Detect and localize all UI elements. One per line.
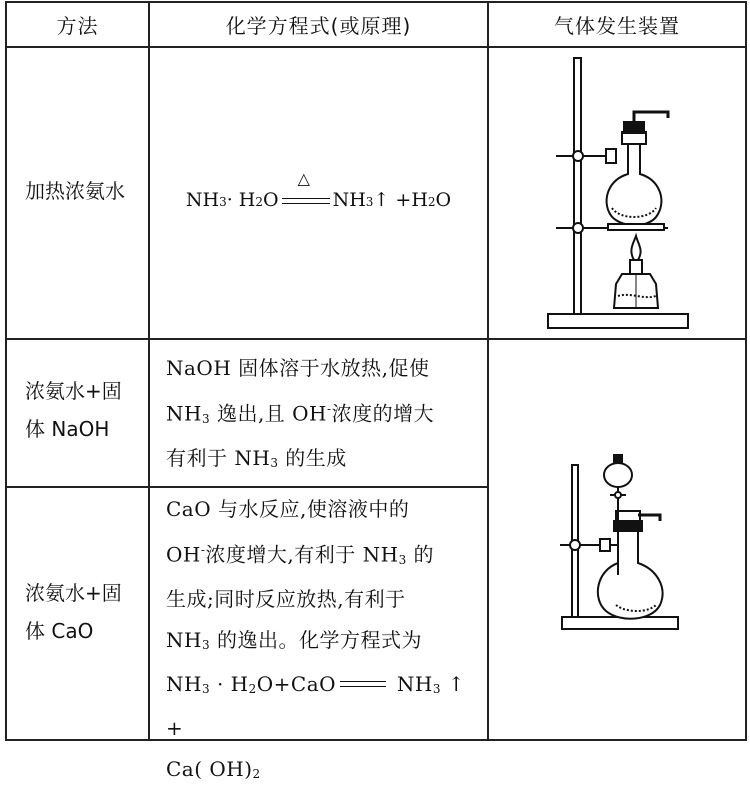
desc-naoh: NaOH 固体溶于水放热,促使 $NH_3$ 逸出,且 OH-浓度的增大 有利于 $NH_3$ 的生成 <box>166 356 435 470</box>
equation-row1: NH $_3$ · H $_2$ O △ NH $_3$ ↑ +H $_2$ O <box>185 169 452 211</box>
method-naoh: 浓氨水+固 体 NaOH <box>25 379 122 441</box>
method-cao: 浓氨水+固 体 CaO <box>25 581 122 643</box>
heating-equals-sign: △ <box>282 189 330 211</box>
heating-flask-apparatus-icon <box>540 52 700 334</box>
header-apparatus: 气体发生装置 <box>554 14 680 38</box>
desc-cao: CaO 与水反应,使溶液中的 OH-浓度增大,有利于 $NH_3$ 的 生成;同时反应放热,有利于 $NH_3$ 的逸出。化学方程式为 $NH_3 \cdot H_2O+CaO$ $NH_3$ ↑ + Ca( $OH)_2$ <box>166 497 466 781</box>
header-method: 方法 <box>56 14 99 38</box>
equals-sign <box>340 678 386 692</box>
header-equation: 化学方程式(或原理) <box>225 14 412 38</box>
separatory-funnel-flask-apparatus-icon <box>556 445 686 635</box>
method-heat-ammonia: 加热浓氨水 <box>25 179 125 203</box>
